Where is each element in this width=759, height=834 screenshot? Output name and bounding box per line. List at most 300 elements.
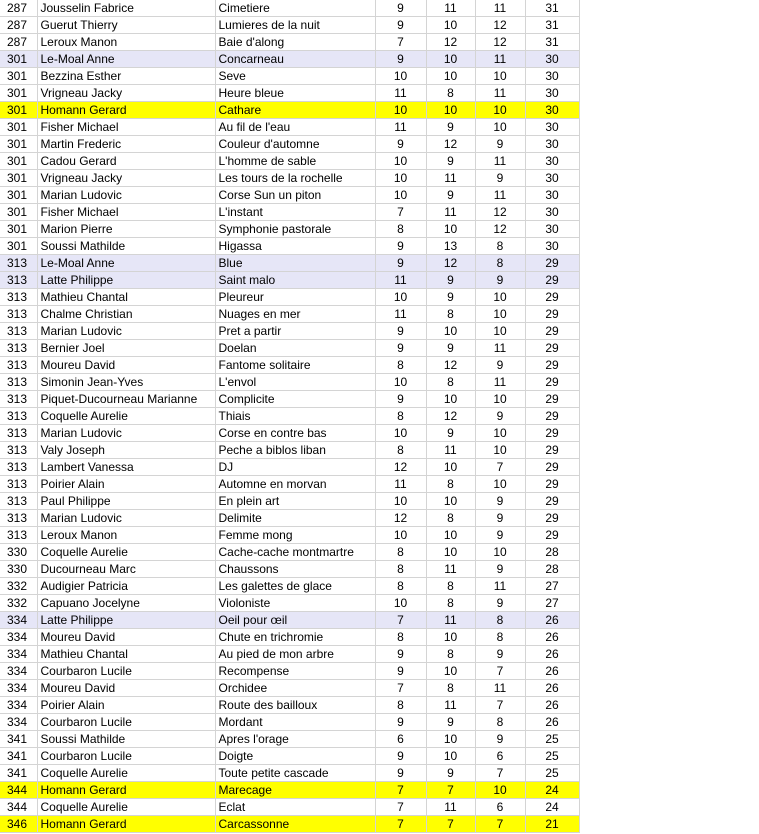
photographer-name-cell[interactable]: Homann Gerard [37,782,215,799]
table-row[interactable] [0,136,579,153]
total-score-cell[interactable]: 25 [525,731,579,748]
rank-cell[interactable]: 301 [0,51,37,68]
score-3-cell[interactable]: 9 [475,527,525,544]
score-1-cell[interactable]: 11 [375,476,426,493]
photo-title-cell[interactable]: Couleur d'automne [215,136,375,153]
rank-cell[interactable]: 301 [0,153,37,170]
score-3-cell[interactable]: 10 [475,425,525,442]
total-score-cell[interactable]: 29 [525,408,579,425]
photographer-name-cell[interactable]: Marian Ludovic [37,425,215,442]
table-row[interactable] [0,221,579,238]
table-row[interactable] [0,272,579,289]
score-2-cell[interactable]: 9 [426,289,475,306]
score-2-cell[interactable]: 10 [426,51,475,68]
photographer-name-cell[interactable]: Vrigneau Jacky [37,85,215,102]
score-2-cell[interactable]: 8 [426,374,475,391]
total-score-cell[interactable]: 31 [525,0,579,17]
photo-title-cell[interactable]: Chute en trichromie [215,629,375,646]
rank-cell[interactable]: 313 [0,323,37,340]
photographer-name-cell[interactable]: Coquelle Aurelie [37,544,215,561]
photographer-name-cell[interactable]: Moureu David [37,629,215,646]
table-row[interactable] [0,595,579,612]
score-3-cell[interactable]: 9 [475,493,525,510]
score-3-cell[interactable]: 11 [475,680,525,697]
score-1-cell[interactable]: 11 [375,119,426,136]
photographer-name-cell[interactable]: Marion Pierre [37,221,215,238]
photo-title-cell[interactable]: Complicite [215,391,375,408]
photo-title-cell[interactable]: En plein art [215,493,375,510]
score-1-cell[interactable]: 10 [375,374,426,391]
rank-cell[interactable]: 313 [0,493,37,510]
score-3-cell[interactable]: 10 [475,544,525,561]
table-row[interactable] [0,391,579,408]
score-3-cell[interactable]: 7 [475,663,525,680]
score-3-cell[interactable]: 10 [475,102,525,119]
score-3-cell[interactable]: 9 [475,731,525,748]
photographer-name-cell[interactable]: Martin Frederic [37,136,215,153]
photo-title-cell[interactable]: Cathare [215,102,375,119]
photo-title-cell[interactable]: Toute petite cascade [215,765,375,782]
total-score-cell[interactable]: 30 [525,153,579,170]
score-3-cell[interactable]: 12 [475,221,525,238]
photographer-name-cell[interactable]: Chalme Christian [37,306,215,323]
total-score-cell[interactable]: 27 [525,595,579,612]
score-3-cell[interactable]: 7 [475,697,525,714]
score-1-cell[interactable]: 7 [375,799,426,816]
photographer-name-cell[interactable]: Homann Gerard [37,816,215,833]
photographer-name-cell[interactable]: Guerut Thierry [37,17,215,34]
score-3-cell[interactable]: 9 [475,646,525,663]
score-2-cell[interactable]: 8 [426,578,475,595]
score-1-cell[interactable]: 10 [375,153,426,170]
score-1-cell[interactable]: 8 [375,578,426,595]
photographer-name-cell[interactable]: Poirier Alain [37,697,215,714]
score-2-cell[interactable]: 9 [426,153,475,170]
total-score-cell[interactable]: 28 [525,561,579,578]
photographer-name-cell[interactable]: Marian Ludovic [37,323,215,340]
score-1-cell[interactable]: 9 [375,748,426,765]
table-row[interactable] [0,748,579,765]
score-3-cell[interactable]: 9 [475,357,525,374]
table-row[interactable] [0,799,579,816]
photographer-name-cell[interactable]: Courbaron Lucile [37,663,215,680]
table-row[interactable] [0,357,579,374]
photo-title-cell[interactable]: Les galettes de glace [215,578,375,595]
photographer-name-cell[interactable]: Cadou Gerard [37,153,215,170]
rank-cell[interactable]: 341 [0,765,37,782]
photo-title-cell[interactable]: Violoniste [215,595,375,612]
photographer-name-cell[interactable]: Le-Moal Anne [37,255,215,272]
photographer-name-cell[interactable]: Capuano Jocelyne [37,595,215,612]
rank-cell[interactable]: 330 [0,544,37,561]
score-1-cell[interactable]: 12 [375,459,426,476]
photo-title-cell[interactable]: Corse Sun un piton [215,187,375,204]
photographer-name-cell[interactable]: Poirier Alain [37,476,215,493]
rank-cell[interactable]: 301 [0,187,37,204]
rank-cell[interactable]: 332 [0,578,37,595]
photo-title-cell[interactable]: Seve [215,68,375,85]
table-row[interactable] [0,476,579,493]
photographer-name-cell[interactable]: Bezzina Esther [37,68,215,85]
score-2-cell[interactable]: 11 [426,204,475,221]
score-2-cell[interactable]: 12 [426,34,475,51]
table-row[interactable] [0,255,579,272]
score-1-cell[interactable]: 11 [375,306,426,323]
score-3-cell[interactable]: 10 [475,391,525,408]
rank-cell[interactable]: 313 [0,527,37,544]
score-1-cell[interactable]: 12 [375,510,426,527]
score-1-cell[interactable]: 8 [375,629,426,646]
photographer-name-cell[interactable]: Soussi Mathilde [37,731,215,748]
photo-title-cell[interactable]: Cimetiere [215,0,375,17]
rank-cell[interactable]: 301 [0,68,37,85]
total-score-cell[interactable]: 29 [525,289,579,306]
table-row[interactable] [0,629,579,646]
rank-cell[interactable]: 344 [0,799,37,816]
score-2-cell[interactable]: 10 [426,527,475,544]
rank-cell[interactable]: 313 [0,272,37,289]
total-score-cell[interactable]: 29 [525,493,579,510]
score-3-cell[interactable]: 10 [475,323,525,340]
table-row[interactable] [0,374,579,391]
table-row[interactable] [0,408,579,425]
score-1-cell[interactable]: 8 [375,221,426,238]
table-row[interactable] [0,68,579,85]
score-1-cell[interactable]: 9 [375,646,426,663]
score-2-cell[interactable]: 7 [426,816,475,833]
photographer-name-cell[interactable]: Mathieu Chantal [37,646,215,663]
photographer-name-cell[interactable]: Jousselin Fabrice [37,0,215,17]
photographer-name-cell[interactable]: Moureu David [37,357,215,374]
score-2-cell[interactable]: 11 [426,442,475,459]
photo-title-cell[interactable]: Route des bailloux [215,697,375,714]
photographer-name-cell[interactable]: Marian Ludovic [37,510,215,527]
score-1-cell[interactable]: 8 [375,442,426,459]
total-score-cell[interactable]: 30 [525,187,579,204]
score-2-cell[interactable]: 11 [426,612,475,629]
photographer-name-cell[interactable]: Simonin Jean-Yves [37,374,215,391]
total-score-cell[interactable]: 30 [525,136,579,153]
score-2-cell[interactable]: 10 [426,731,475,748]
total-score-cell[interactable]: 30 [525,51,579,68]
score-2-cell[interactable]: 10 [426,102,475,119]
total-score-cell[interactable]: 26 [525,697,579,714]
rank-cell[interactable]: 301 [0,238,37,255]
total-score-cell[interactable]: 29 [525,425,579,442]
score-1-cell[interactable]: 9 [375,17,426,34]
photographer-name-cell[interactable]: Fisher Michael [37,204,215,221]
total-score-cell[interactable]: 29 [525,442,579,459]
photo-title-cell[interactable]: Apres l'orage [215,731,375,748]
photographer-name-cell[interactable]: Leroux Manon [37,527,215,544]
score-3-cell[interactable]: 8 [475,629,525,646]
total-score-cell[interactable]: 26 [525,663,579,680]
score-3-cell[interactable]: 12 [475,17,525,34]
score-3-cell[interactable]: 9 [475,136,525,153]
score-2-cell[interactable]: 8 [426,85,475,102]
table-row[interactable] [0,544,579,561]
photo-title-cell[interactable]: L'instant [215,204,375,221]
score-2-cell[interactable]: 10 [426,391,475,408]
score-1-cell[interactable]: 9 [375,323,426,340]
score-1-cell[interactable]: 9 [375,136,426,153]
photo-title-cell[interactable]: Nuages en mer [215,306,375,323]
total-score-cell[interactable]: 29 [525,306,579,323]
photographer-name-cell[interactable]: Marian Ludovic [37,187,215,204]
table-row[interactable] [0,680,579,697]
score-1-cell[interactable]: 10 [375,595,426,612]
score-3-cell[interactable]: 9 [475,510,525,527]
total-score-cell[interactable]: 31 [525,17,579,34]
photo-title-cell[interactable]: Heure bleue [215,85,375,102]
score-2-cell[interactable]: 8 [426,510,475,527]
photo-title-cell[interactable]: Automne en morvan [215,476,375,493]
score-1-cell[interactable]: 7 [375,204,426,221]
score-1-cell[interactable]: 10 [375,170,426,187]
table-row[interactable] [0,731,579,748]
total-score-cell[interactable]: 30 [525,68,579,85]
photo-title-cell[interactable]: Marecage [215,782,375,799]
score-2-cell[interactable]: 9 [426,425,475,442]
score-1-cell[interactable]: 8 [375,357,426,374]
rank-cell[interactable]: 313 [0,510,37,527]
score-2-cell[interactable]: 10 [426,323,475,340]
table-row[interactable] [0,85,579,102]
photographer-name-cell[interactable]: Leroux Manon [37,34,215,51]
photo-title-cell[interactable]: L'homme de sable [215,153,375,170]
score-2-cell[interactable]: 10 [426,17,475,34]
score-1-cell[interactable]: 7 [375,34,426,51]
score-1-cell[interactable]: 8 [375,408,426,425]
rank-cell[interactable]: 287 [0,17,37,34]
photo-title-cell[interactable]: Eclat [215,799,375,816]
score-3-cell[interactable]: 10 [475,68,525,85]
photographer-name-cell[interactable]: Latte Philippe [37,272,215,289]
score-2-cell[interactable]: 10 [426,629,475,646]
photo-title-cell[interactable]: Au fil de l'eau [215,119,375,136]
table-row[interactable] [0,323,579,340]
photo-title-cell[interactable]: Au pied de mon arbre [215,646,375,663]
score-1-cell[interactable]: 9 [375,238,426,255]
total-score-cell[interactable]: 29 [525,459,579,476]
photo-title-cell[interactable]: Doigte [215,748,375,765]
score-2-cell[interactable]: 11 [426,0,475,17]
score-1-cell[interactable]: 10 [375,289,426,306]
table-row[interactable] [0,697,579,714]
score-3-cell[interactable]: 10 [475,442,525,459]
table-row[interactable] [0,782,579,799]
score-1-cell[interactable]: 10 [375,68,426,85]
score-3-cell[interactable]: 11 [475,85,525,102]
table-row[interactable] [0,425,579,442]
photo-title-cell[interactable]: L'envol [215,374,375,391]
total-score-cell[interactable]: 31 [525,34,579,51]
rank-cell[interactable]: 313 [0,476,37,493]
score-1-cell[interactable]: 8 [375,697,426,714]
photo-title-cell[interactable]: Femme mong [215,527,375,544]
photographer-name-cell[interactable]: Soussi Mathilde [37,238,215,255]
score-2-cell[interactable]: 13 [426,238,475,255]
rank-cell[interactable]: 301 [0,119,37,136]
photo-title-cell[interactable]: Lumieres de la nuit [215,17,375,34]
score-2-cell[interactable]: 11 [426,561,475,578]
table-row[interactable] [0,289,579,306]
score-1-cell[interactable]: 9 [375,765,426,782]
rank-cell[interactable]: 341 [0,748,37,765]
score-3-cell[interactable]: 11 [475,51,525,68]
score-2-cell[interactable]: 8 [426,306,475,323]
rank-cell[interactable]: 313 [0,289,37,306]
rank-cell[interactable]: 287 [0,0,37,17]
rank-cell[interactable]: 313 [0,442,37,459]
total-score-cell[interactable]: 29 [525,374,579,391]
score-3-cell[interactable]: 11 [475,187,525,204]
photo-title-cell[interactable]: Saint malo [215,272,375,289]
rank-cell[interactable]: 330 [0,561,37,578]
photo-title-cell[interactable]: Carcassonne [215,816,375,833]
score-2-cell[interactable]: 9 [426,340,475,357]
photographer-name-cell[interactable]: Moureu David [37,680,215,697]
table-row[interactable] [0,119,579,136]
table-row[interactable] [0,51,579,68]
total-score-cell[interactable]: 26 [525,646,579,663]
score-2-cell[interactable]: 8 [426,680,475,697]
rank-cell[interactable]: 341 [0,731,37,748]
score-2-cell[interactable]: 10 [426,459,475,476]
total-score-cell[interactable]: 25 [525,748,579,765]
photo-title-cell[interactable]: Higassa [215,238,375,255]
photographer-name-cell[interactable]: Paul Philippe [37,493,215,510]
rank-cell[interactable]: 313 [0,391,37,408]
score-1-cell[interactable]: 7 [375,816,426,833]
table-row[interactable] [0,238,579,255]
total-score-cell[interactable]: 29 [525,357,579,374]
photographer-name-cell[interactable]: Ducourneau Marc [37,561,215,578]
score-1-cell[interactable]: 6 [375,731,426,748]
score-3-cell[interactable]: 9 [475,272,525,289]
photo-title-cell[interactable]: DJ [215,459,375,476]
table-row[interactable] [0,527,579,544]
table-row[interactable] [0,0,579,17]
photographer-name-cell[interactable]: Latte Philippe [37,612,215,629]
rank-cell[interactable]: 346 [0,816,37,833]
total-score-cell[interactable]: 26 [525,714,579,731]
table-row[interactable] [0,340,579,357]
photo-title-cell[interactable]: Oeil pour œil [215,612,375,629]
total-score-cell[interactable]: 30 [525,238,579,255]
table-row[interactable] [0,816,579,833]
rank-cell[interactable]: 287 [0,34,37,51]
score-1-cell[interactable]: 10 [375,102,426,119]
total-score-cell[interactable]: 30 [525,85,579,102]
table-row[interactable] [0,765,579,782]
score-2-cell[interactable]: 12 [426,136,475,153]
score-3-cell[interactable]: 9 [475,595,525,612]
score-2-cell[interactable]: 9 [426,272,475,289]
rank-cell[interactable]: 313 [0,459,37,476]
photo-title-cell[interactable]: Fantome solitaire [215,357,375,374]
rank-cell[interactable]: 301 [0,102,37,119]
rank-cell[interactable]: 334 [0,663,37,680]
score-3-cell[interactable]: 12 [475,204,525,221]
total-score-cell[interactable]: 28 [525,544,579,561]
photographer-name-cell[interactable]: Coquelle Aurelie [37,799,215,816]
rank-cell[interactable]: 332 [0,595,37,612]
total-score-cell[interactable]: 24 [525,782,579,799]
total-score-cell[interactable]: 26 [525,680,579,697]
photo-title-cell[interactable]: Orchidee [215,680,375,697]
rank-cell[interactable]: 334 [0,680,37,697]
photo-title-cell[interactable]: Doelan [215,340,375,357]
total-score-cell[interactable]: 24 [525,799,579,816]
rank-cell[interactable]: 313 [0,340,37,357]
photo-title-cell[interactable]: Delimite [215,510,375,527]
table-row[interactable] [0,204,579,221]
photographer-name-cell[interactable]: Lambert Vanessa [37,459,215,476]
table-row[interactable] [0,714,579,731]
score-1-cell[interactable]: 10 [375,425,426,442]
score-3-cell[interactable]: 7 [475,459,525,476]
photo-title-cell[interactable]: Peche a biblos liban [215,442,375,459]
rank-cell[interactable]: 301 [0,204,37,221]
score-2-cell[interactable]: 12 [426,255,475,272]
score-3-cell[interactable]: 9 [475,170,525,187]
score-3-cell[interactable]: 11 [475,153,525,170]
score-2-cell[interactable]: 11 [426,697,475,714]
table-row[interactable] [0,442,579,459]
table-row[interactable] [0,102,579,119]
total-score-cell[interactable]: 30 [525,221,579,238]
score-2-cell[interactable]: 11 [426,799,475,816]
score-1-cell[interactable]: 9 [375,663,426,680]
score-3-cell[interactable]: 8 [475,612,525,629]
score-2-cell[interactable]: 12 [426,408,475,425]
score-3-cell[interactable]: 10 [475,119,525,136]
score-3-cell[interactable]: 10 [475,782,525,799]
score-3-cell[interactable]: 6 [475,799,525,816]
score-2-cell[interactable]: 9 [426,714,475,731]
table-row[interactable] [0,306,579,323]
photo-title-cell[interactable]: Cache-cache montmartre [215,544,375,561]
photo-title-cell[interactable]: Corse en contre bas [215,425,375,442]
score-2-cell[interactable]: 9 [426,187,475,204]
photographer-name-cell[interactable]: Courbaron Lucile [37,714,215,731]
photographer-name-cell[interactable]: Coquelle Aurelie [37,408,215,425]
photographer-name-cell[interactable]: Vrigneau Jacky [37,170,215,187]
score-1-cell[interactable]: 10 [375,527,426,544]
score-3-cell[interactable]: 10 [475,306,525,323]
score-3-cell[interactable]: 7 [475,765,525,782]
score-1-cell[interactable]: 11 [375,272,426,289]
photo-title-cell[interactable]: Symphonie pastorale [215,221,375,238]
table-row[interactable] [0,578,579,595]
photographer-name-cell[interactable]: Audigier Patricia [37,578,215,595]
score-3-cell[interactable]: 9 [475,561,525,578]
score-1-cell[interactable]: 7 [375,782,426,799]
score-1-cell[interactable]: 9 [375,51,426,68]
score-1-cell[interactable]: 8 [375,561,426,578]
score-3-cell[interactable]: 8 [475,255,525,272]
rank-cell[interactable]: 334 [0,629,37,646]
total-score-cell[interactable]: 29 [525,527,579,544]
total-score-cell[interactable]: 29 [525,391,579,408]
rank-cell[interactable]: 334 [0,646,37,663]
photographer-name-cell[interactable]: Homann Gerard [37,102,215,119]
rank-cell[interactable]: 301 [0,85,37,102]
photo-title-cell[interactable]: Pleureur [215,289,375,306]
table-row[interactable] [0,561,579,578]
score-3-cell[interactable]: 11 [475,0,525,17]
